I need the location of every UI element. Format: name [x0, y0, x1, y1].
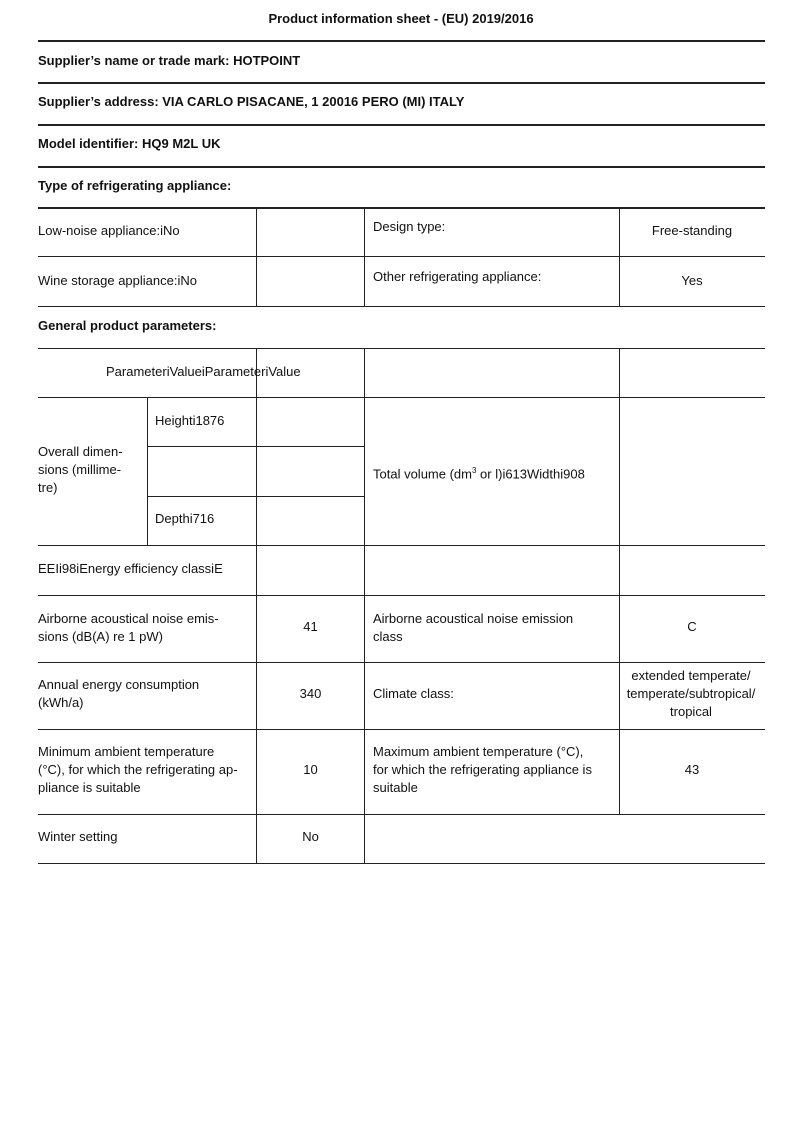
- energy-value: 340: [299, 686, 322, 701]
- divider: [38, 207, 765, 209]
- climate-class-value-line3: tropical: [670, 704, 712, 719]
- supplier-address: Supplier’s address: VIA CARLO PISACANE, 1 20016 PERO (MI) ITALY: [38, 94, 465, 109]
- divider: [38, 40, 765, 42]
- energy-label-line2: (kWh/a): [38, 695, 84, 710]
- min-temp-label-line2: (°C), for which the refrigerating ap-: [38, 762, 238, 777]
- noise-value: 41: [303, 619, 318, 634]
- dimensions-label-line3: tre): [38, 480, 58, 495]
- low-noise-label: Low-noise appliance:iNo: [38, 223, 180, 238]
- divider: [38, 348, 765, 349]
- max-temp-label-line1: Maximum ambient temperature (°C),: [373, 744, 584, 759]
- divider: [147, 446, 364, 447]
- type-heading: Type of refrigerating appliance:: [38, 178, 232, 193]
- column-divider: [256, 545, 257, 595]
- divider: [38, 595, 765, 596]
- noise-class-value: C: [687, 619, 697, 634]
- other-appliance-label: Other refrigerating appliance:: [373, 269, 542, 284]
- noise-label-line2: sions (dB(A) re 1 pW): [38, 629, 163, 644]
- energy-label-line1: Annual energy consumption: [38, 677, 200, 692]
- total-volume: [373, 462, 585, 483]
- min-temp-label-line3: pliance is suitable: [38, 780, 141, 795]
- supplier-name: Supplier’s name or trade mark: HOTPOINT: [38, 53, 301, 68]
- noise-label-line1: Airborne acoustical noise emis-: [38, 611, 219, 626]
- general-heading: General product parameters:: [38, 318, 217, 333]
- noise-class-label-line2: class: [373, 629, 403, 644]
- divider: [38, 82, 765, 84]
- divider: [38, 814, 765, 815]
- winter-setting-value: No: [302, 829, 319, 844]
- climate-class-label: Climate class:: [373, 686, 454, 701]
- dimensions-label-line2: sions (millime-: [38, 462, 122, 477]
- min-temp-label-line1: Minimum ambient temperature: [38, 744, 215, 759]
- total-volume-suffix: or l)i613Widthi908: [476, 466, 585, 482]
- divider: [147, 496, 364, 497]
- column-divider: [147, 397, 148, 545]
- climate-class-value-line1: extended temperate/: [631, 668, 751, 683]
- wine-storage-label: Wine storage appliance:iNo: [38, 273, 197, 288]
- climate-class-value-line2: temperate/subtropical/: [626, 686, 756, 701]
- divider: [38, 729, 765, 730]
- max-temp-label-line3: suitable: [373, 780, 418, 795]
- total-volume-prefix: Total volume (dm: [373, 466, 472, 482]
- depth-value: Depthi716: [155, 511, 215, 526]
- column-divider: [256, 397, 257, 545]
- divider: [38, 545, 765, 546]
- noise-class-label-line1: Airborne acoustical noise emission: [373, 611, 574, 626]
- eei-row: EEIi98iEnergy efficiency classiE: [38, 561, 223, 576]
- divider: [38, 166, 765, 168]
- other-appliance-value: Yes: [681, 273, 703, 288]
- max-temp-label-line2: for which the refrigerating appliance is: [373, 762, 592, 777]
- height-value: Heighti1876: [155, 413, 225, 428]
- parameter-header: ParameteriValueiParameteriValue: [106, 364, 301, 379]
- column-divider: [364, 348, 365, 595]
- divider: [38, 863, 765, 864]
- divider: [38, 256, 765, 257]
- design-type-value: Free-standing: [651, 223, 733, 238]
- divider: [38, 124, 765, 126]
- column-divider: [619, 348, 620, 595]
- design-type-label: Design type:: [373, 219, 446, 234]
- sheet-title: Product information sheet - (EU) 2019/2016: [268, 11, 534, 26]
- divider: [38, 662, 765, 663]
- max-temp-value: 43: [684, 762, 700, 777]
- total-volume-superscript: 3: [471, 466, 477, 475]
- min-temp-value: 10: [303, 762, 318, 777]
- winter-setting-label: Winter setting: [38, 829, 118, 844]
- model-identifier: Model identifier: HQ9 M2L UK: [38, 136, 221, 151]
- divider: [38, 306, 765, 307]
- dimensions-label-line1: Overall dimen-: [38, 444, 123, 459]
